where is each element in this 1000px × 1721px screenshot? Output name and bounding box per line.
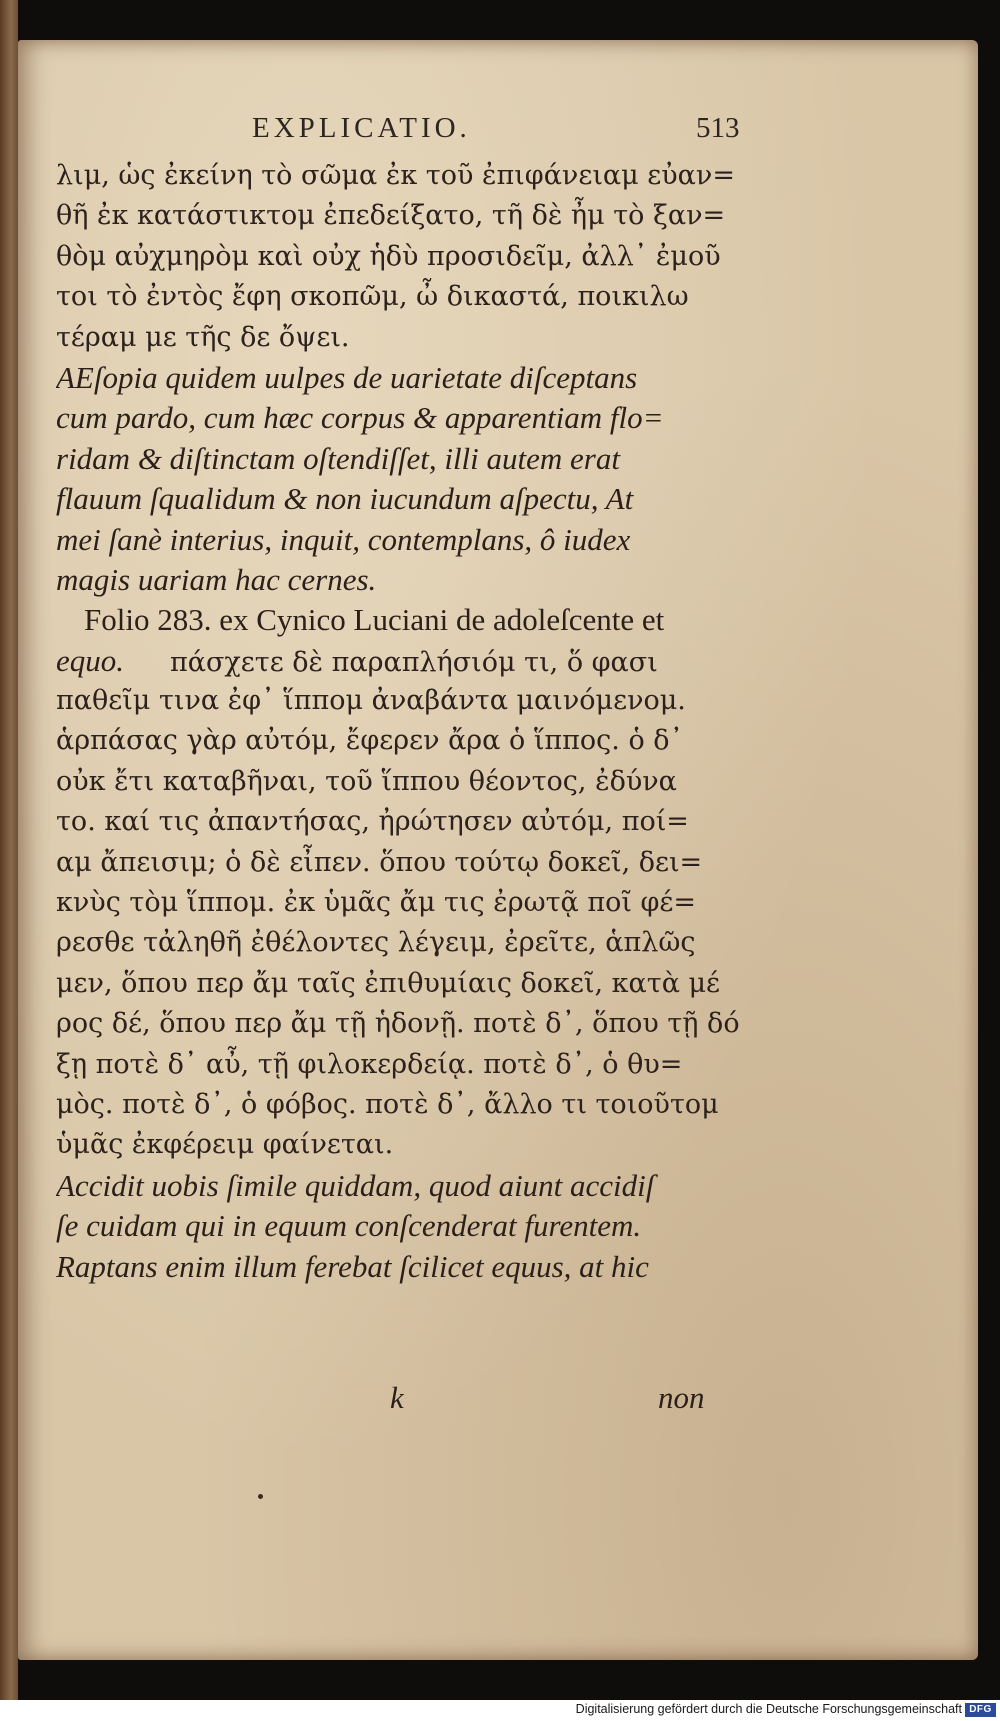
text-line-latin: magis uariam hac cernes. <box>56 561 377 597</box>
text-line-greek: παθεῖμ τινα ἐφ᾽ ἵππομ ἀναβάντα μαινόμενομ. <box>56 685 686 717</box>
text-line-latin: mei ſanè interius, inquit, contemplans, ô iudex <box>56 521 631 557</box>
book-page <box>18 40 978 1660</box>
page-number: 513 <box>696 112 740 144</box>
text-line-greek: θῆ ἐκ κατάστικτομ ἐπεδείξατο, τῆ δὲ ἦμ τὸ ξαν= <box>56 200 726 232</box>
text-line-latin: Accidit uobis ſimile quiddam, quod aiunt accidiſ <box>56 1167 655 1203</box>
text-line-greek: αμ ἄπεισιμ; ὁ δὲ εἶπεν. ὅπου τούτῳ δοκεῖ, δει= <box>56 846 703 878</box>
text-line-greek: οὐκ ἔτι καταβῆναι, τοῦ ἵππου θέοντος, ἐδύνα <box>56 765 677 797</box>
text-line-greek: λιμ, ὡς ἐκείνη τὸ σῶμα ἐκ τοῦ ἐπιφάνειαμ εὐαν= <box>56 160 735 191</box>
text-line-greek: τοι τὸ ἐντὸς ἔφη σκοπῶμ, ὦ δικαστά, ποικιλω <box>56 281 689 313</box>
text-line-greek: τέραμ με τῆς δε ὄψει. <box>56 321 350 353</box>
text-line-citation: Folio 283. ex Cynico Luciani de adoleſcente et <box>84 602 665 638</box>
text-line-latin: cum pardo, cum hæc corpus & apparentiam flo= <box>56 400 664 436</box>
dfg-logo-icon: DFG <box>965 1703 996 1717</box>
catchword: non <box>658 1380 705 1415</box>
signature-mark: k <box>390 1380 404 1415</box>
latin-word: equo. <box>56 642 125 678</box>
ink-speck <box>258 1494 263 1499</box>
funding-credit: Digitalisierung gefördert durch die Deutsche Forschungsgemeinschaft <box>575 1702 962 1716</box>
text-line-greek: ἁρπάσας γὰρ αὐτόμ, ἔφερεν ἄρα ὁ ἵππος. ὁ δ᾽ <box>56 725 684 757</box>
page-header <box>56 112 756 156</box>
text-line-greek: ρος δέ, ὅπου περ ἄμ τῇ ἡδονῇ. ποτὲ δ᾽, ὅπου τῇ δό <box>56 1008 740 1040</box>
text-line-greek: ξῃ ποτὲ δ᾽ αὖ, τῇ φιλοκερδείᾳ. ποτὲ δ᾽, ὁ θυ= <box>56 1048 683 1080</box>
text-line-greek: κνὺς τὸμ ἵππομ. ἐκ ὑμᾶς ἄμ τις ἐρωτᾷ ποῖ φέ= <box>56 887 697 919</box>
book-binding-edge <box>0 0 18 1721</box>
text-line-mixed <box>56 641 756 681</box>
text-line-greek: μὸς. ποτὲ δ᾽, ὁ φόβος. ποτὲ δ᾽, ἄλλο τι τοιοῦτομ <box>56 1088 719 1120</box>
greek-phrase: πάσχετε δὲ παραπλήσιόμ τι, ὅ φασι <box>170 646 658 678</box>
text-line-greek: θὸμ αὐχμηρὸμ καὶ οὐχ ἡδὺ προσιδεῖμ, ἀλλ᾽ ἐμοῦ <box>56 240 721 272</box>
text-line-latin: ridam & diſtinctam oſtendiſſet, illi autem erat <box>56 440 620 476</box>
text-line-greek: ρεσθε τἀληθῆ ἐθέλοντες λέγειμ, ἐρεῖτε, ἁπλῶς <box>56 927 696 959</box>
text-line-latin: Raptans enim illum ferebat ſcilicet equus, at hic <box>56 1248 649 1284</box>
running-title: EXPLICATIO. <box>252 112 471 144</box>
text-line-greek: μεν, ὅπου περ ἄμ ταῖς ἐπιθυμίαις δοκεῖ, κατὰ μέ <box>56 967 721 999</box>
text-line-latin: AEſopia quidem uulpes de uarietate diſceptans <box>56 359 638 395</box>
text-line-latin: flauum ſqualidum & non iucundum aſpectu, At <box>56 481 634 517</box>
text-line-greek: το. καί τις ἀπαντήσας, ἠρώτησεν αὐτόμ, ποί= <box>56 806 689 838</box>
digitization-footer <box>0 1700 1000 1721</box>
text-line-greek: ὑμᾶς ἐκφέρειμ φαίνεται. <box>56 1129 394 1161</box>
text-line-latin: ſe cuidam qui in equum conſcenderat furentem. <box>56 1208 642 1244</box>
text-block <box>56 112 756 1287</box>
